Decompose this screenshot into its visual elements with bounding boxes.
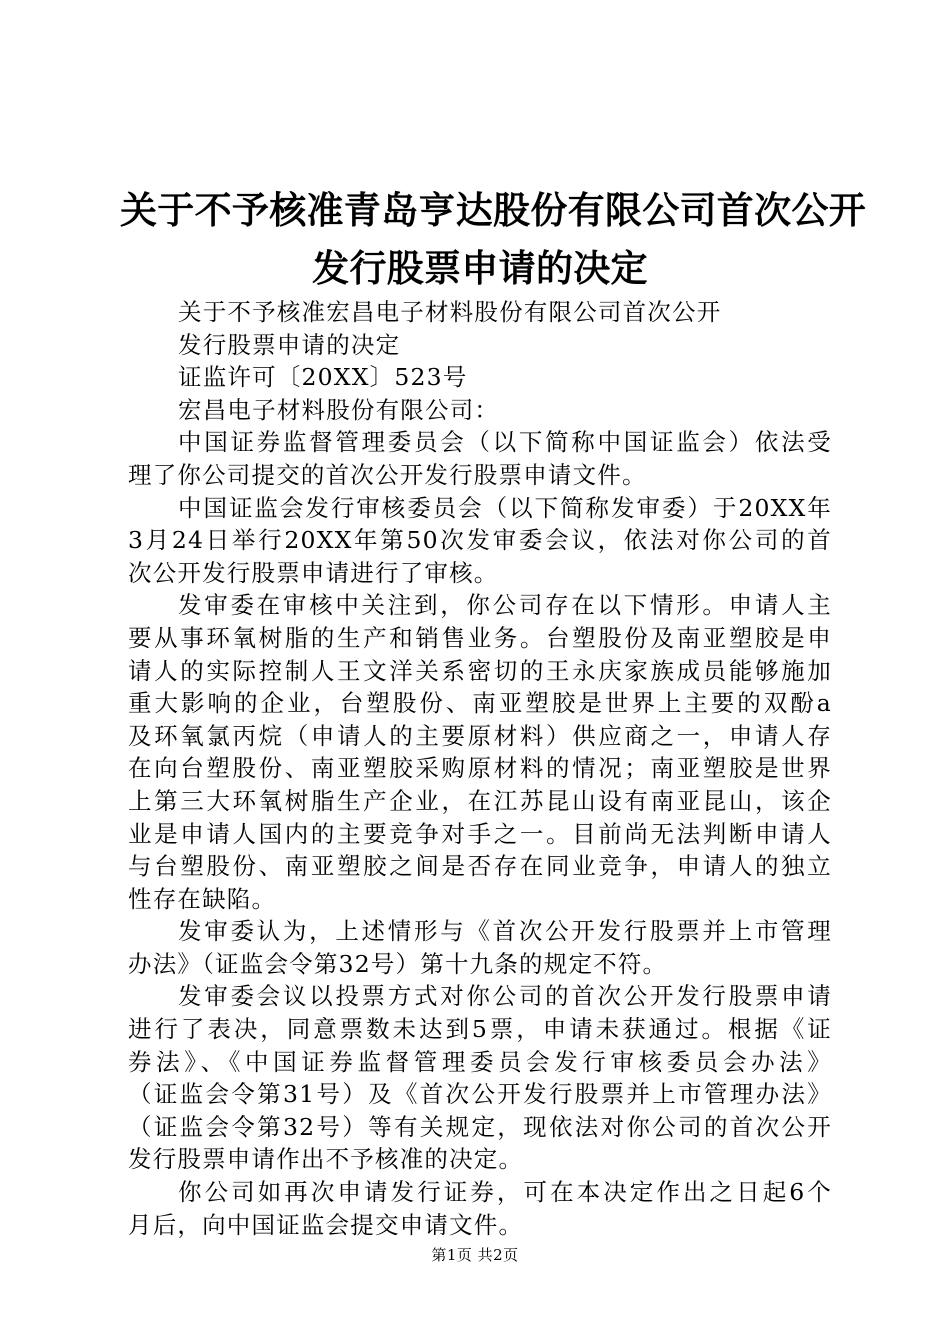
paragraph-line: 发审委在审核中关注到，你公司存在以下情形。申请人主 (178, 591, 832, 620)
paragraph-line: （证监会令第32号）等有关规定，现依法对你公司的首次公开 (128, 1112, 832, 1141)
subheading-line: 发行股票申请的决定 (178, 330, 401, 359)
document-title (120, 182, 866, 298)
paragraph-line: 中国证券监督管理委员会（以下简称中国证监会）依法受 (178, 428, 832, 457)
paragraph-line: 3月24日举行20XX年第50次发审委会议，依法对你公司的首 (128, 526, 832, 555)
paragraph-line: 上第三大环氧树脂生产企业，在江苏昆山设有南亚昆山，该企 (128, 786, 832, 815)
paragraph-line: 重大影响的企业，台塑股份、南亚塑胶是世界上主要的双酚a (128, 689, 832, 718)
paragraph-line: 办法》（证监会令第32号）第十九条的规定不符。 (128, 949, 668, 978)
subheading-line: 关于不予核准宏昌电子材料股份有限公司首次公开 (178, 298, 722, 326)
paragraph-line: 请人的实际控制人王文洋关系密切的王永庆家族成员能够施加 (128, 656, 832, 685)
paragraph-line: 在向台塑股份、南亚塑胶采购原材料的情况；南亚塑胶是世界 (128, 754, 832, 783)
paragraph-line: 业是申请人国内的主要竞争对手之一。目前尚无法判断申请人 (128, 819, 832, 848)
paragraph-line: 性存在缺陷。 (128, 884, 277, 913)
paragraph-line: 券法》、《中国证券监督管理委员会发行审核委员会办法》 (128, 1047, 832, 1076)
paragraph-line: 中国证监会发行审核委员会（以下简称发审委）于20XX年 (178, 493, 832, 522)
page-footer: 第1页 共2页 (431, 1246, 519, 1264)
addressee: 宏昌电子材料股份有限公司： (178, 395, 500, 424)
paragraph-line: （证监会令第31号）及《首次公开发行股票并上市管理办法》 (128, 1080, 832, 1109)
paragraph-line: 及环氧氯丙烷（申请人的主要原材料）供应商之一，申请人存 (128, 721, 832, 750)
paragraph-line: 月后，向中国证监会提交申请文件。 (128, 1210, 524, 1239)
paragraph-line: 你公司如再次申请发行证券，可在本决定作出之日起6个 (178, 1178, 832, 1207)
paragraph-line: 理了你公司提交的首次公开发行股票申请文件。 (128, 460, 647, 489)
paragraph-line: 发行股票申请作出不予核准的决定。 (128, 1145, 524, 1174)
paragraph-line: 进行了表决，同意票数未达到5票，申请未获通过。根据《证 (128, 1015, 832, 1044)
paragraph-line: 发审委会议以投票方式对你公司的首次公开发行股票申请 (178, 982, 832, 1011)
title-line-1: 关于不予核准青岛亨达股份有限公司首次公开 (120, 189, 866, 232)
paragraph-line: 发审委认为，上述情形与《首次公开发行股票并上市管理 (178, 917, 832, 946)
document-number: 证监许可〔20XX〕523号 (178, 363, 468, 392)
document-body (128, 296, 832, 1241)
title-line-2: 发行股票申请的决定 (312, 247, 648, 290)
paragraph-line: 与台塑股份、南亚塑胶之间是否存在同业竞争，申请人的独立 (128, 852, 832, 881)
paragraph-line: 要从事环氧树脂的生产和销售业务。台塑股份及南亚塑胶是申 (128, 623, 832, 652)
paragraph-line: 次公开发行股票申请进行了审核。 (128, 558, 499, 587)
